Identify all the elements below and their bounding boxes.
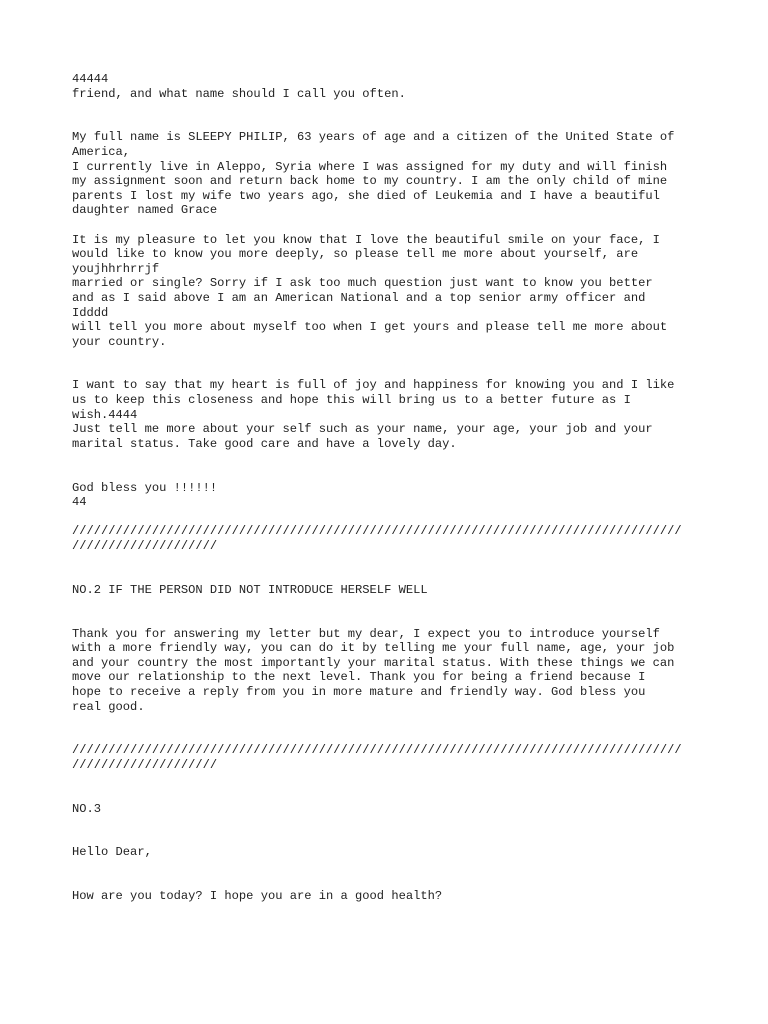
text-line <box>72 860 712 875</box>
text-line <box>72 568 712 583</box>
text-line: //////////////////////////////////////////////////////////////////////////////////// <box>72 743 682 758</box>
text-line: God bless you !!!!!! <box>72 480 218 495</box>
text-line: America, <box>72 144 131 159</box>
text-line: us to keep this closeness and hope this will bring us to a better future as I <box>72 393 631 408</box>
text-line <box>72 116 712 131</box>
text-line <box>72 597 712 612</box>
text-line <box>72 714 712 729</box>
text-line: and as I said above I am an American National and a top senior army officer and <box>72 290 646 305</box>
text-line: move our relationship to the next level. Thank you for being a friend because I <box>72 670 646 685</box>
text-line <box>72 554 712 569</box>
text-line: How are you today? I hope you are in a good health? <box>72 889 443 904</box>
text-line: 44 <box>72 495 87 510</box>
text-line: daughter named Grace <box>72 203 218 218</box>
text-line <box>72 451 712 466</box>
text-line <box>72 349 712 364</box>
text-line: 44444 <box>72 72 109 86</box>
text-line: my assignment soon and return back home to my country. I am the only child of mine <box>72 174 668 189</box>
text-line: //////////////////// <box>72 757 218 772</box>
text-line: married or single? Sorry if I ask too much question just want to know you better <box>72 276 653 291</box>
text-line: and your country the most importantly your marital status. With these things we can <box>72 655 675 670</box>
text-line: Thank you for answering my letter but my dear, I expect you to introduce yourself <box>72 626 660 641</box>
text-line: real good. <box>72 699 145 714</box>
text-line <box>72 875 712 890</box>
text-line: parents I lost my wife two years ago, she died of Leukemia and I have a beautiful <box>72 188 660 203</box>
text-line: //////////////////////////////////////////////////////////////////////////////////// <box>72 524 682 539</box>
text-line: Just tell me more about your self such as your name, your age, your job and your <box>72 422 653 437</box>
document-body <box>72 72 712 904</box>
text-line: wish.4444 <box>72 407 138 422</box>
text-line <box>72 466 712 481</box>
text-line: NO.2 IF THE PERSON DID NOT INTRODUCE HERSELF WELL <box>72 582 428 597</box>
text-line <box>72 218 712 233</box>
text-line: your country. <box>72 334 167 349</box>
text-line: hope to receive a reply from you in more mature and friendly way. God bless you <box>72 684 646 699</box>
text-line <box>72 831 712 846</box>
text-line <box>72 729 712 744</box>
text-line: marital status. Take good care and have a lovely day. <box>72 436 457 451</box>
text-line: //////////////////// <box>72 539 218 553</box>
text-line: would like to know you more deeply, so please tell me more about yourself, are <box>72 247 639 262</box>
text-line: with a more friendly way, you can do it by telling me your full name, age, your job <box>72 641 675 656</box>
text-line: will tell you more about myself too when I get yours and please tell me more about <box>72 320 668 335</box>
text-line <box>72 816 712 831</box>
text-line: friend, and what name should I call you often. <box>72 86 406 101</box>
text-line: I want to say that my heart is full of joy and happiness for knowing you and I like <box>72 378 675 393</box>
text-line <box>72 773 712 788</box>
text-line: NO.3 <box>72 801 102 816</box>
text-line: I currently live in Aleppo, Syria where I was assigned for my duty and will finish <box>72 159 668 174</box>
text-line: Idddd <box>72 305 109 320</box>
text-line <box>72 510 712 525</box>
text-line: It is my pleasure to let you know that I love the beautiful smile on your face, I <box>72 232 660 247</box>
text-line: Hello Dear, <box>72 845 152 860</box>
text-line: My full name is SLEEPY PHILIP, 63 years of age and a citizen of the United State of <box>72 130 675 145</box>
text-line <box>72 101 712 116</box>
text-line <box>72 364 712 379</box>
text-line <box>72 787 712 802</box>
text-line <box>72 612 712 627</box>
text-line: youjhhrhrrjf <box>72 261 160 276</box>
